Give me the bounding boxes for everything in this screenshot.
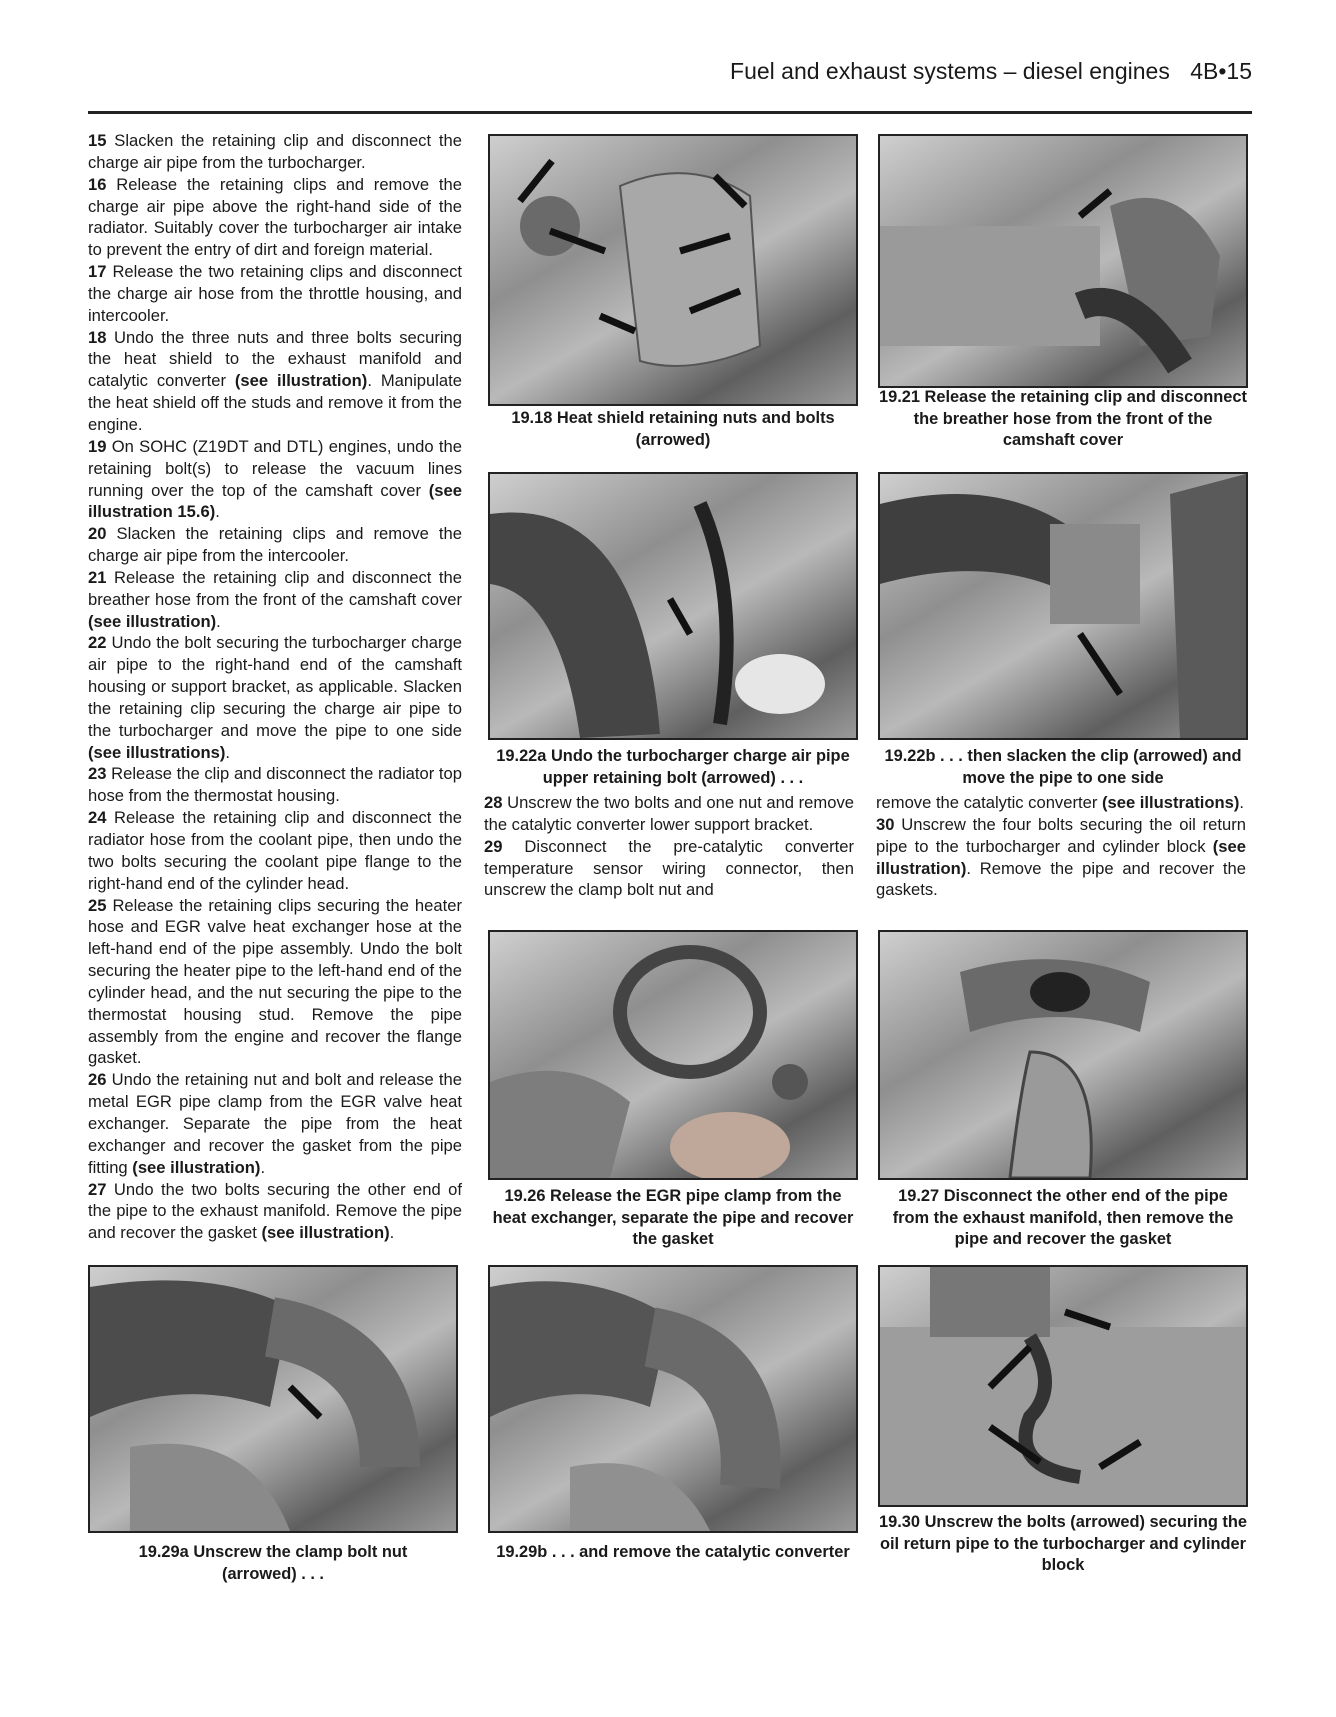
step-text: Slacken the retaining clips and remove the charge air pipe from the intercooler. — [88, 524, 462, 566]
photo-19-21 — [878, 134, 1248, 388]
step-number: 21 — [88, 567, 107, 587]
step-text-after: . Manipulate the heat shield off the studs and remove it from the engine. — [88, 371, 462, 434]
paragraph — [88, 261, 462, 327]
illustration-ref: (see illustration) — [88, 611, 217, 631]
step-number: 23 — [88, 764, 107, 784]
step-text-after: . — [215, 502, 220, 522]
paragraph — [88, 895, 462, 1070]
step-text: Release the two retaining clips and disconnect the charge air hose from the throttle housing, and intercooler. — [88, 262, 462, 325]
step-number: 28 — [484, 793, 503, 812]
paragraph — [484, 792, 854, 836]
step-text: On SOHC (Z19DT and DTL) engines, undo the retaining bolt(s) to release the vacuum lines running over the top of the camshaft cover — [88, 436, 462, 500]
photo-19-18-drawing — [490, 136, 856, 404]
caption-19-30: 19.30 Unscrew the bolts (arrowed) securing the oil return pipe to the turbocharger and cylinder block — [879, 1513, 1247, 1574]
illustration-ref: (see illustration) — [876, 836, 1246, 878]
illustration-ref: (see illustration) — [261, 1223, 390, 1243]
photo-19-27 — [878, 930, 1248, 1180]
step-text: remove the catalytic converter — [876, 793, 1098, 812]
paragraph — [88, 1179, 462, 1245]
paragraph — [876, 792, 1246, 814]
illustration-ref: (see illustration 15.6) — [88, 480, 462, 522]
photo-19-29b-drawing — [490, 1267, 856, 1531]
step-number: 29 — [484, 836, 503, 856]
step-number: 27 — [88, 1179, 107, 1199]
step-text: Undo the two bolts securing the other end of the pipe to the exhaust manifold. Remove the pipe and recover the gasket — [88, 1179, 462, 1243]
step-text: Disconnect the pre-catalytic converter temperature sensor wiring connector, then unscrew the clamp bolt nut and — [484, 836, 854, 900]
photo-19-29b — [488, 1265, 858, 1533]
photo-19-27-drawing — [880, 932, 1246, 1178]
step-number: 19 — [88, 436, 107, 456]
paragraph — [88, 632, 462, 763]
paragraph — [88, 436, 462, 523]
step-number: 20 — [88, 524, 107, 544]
step-number: 26 — [88, 1070, 107, 1090]
caption-19-29b: 19.29b . . . and remove the catalytic converter — [496, 1543, 850, 1561]
caption-19-22b: 19.22b . . . then slacken the clip (arrowed) and move the pipe to one side — [884, 747, 1242, 787]
photo-19-30-drawing — [880, 1267, 1246, 1505]
paragraph — [88, 174, 462, 261]
step-text: Slacken the retaining clip and disconnect the charge air pipe from the turbocharger. — [88, 131, 462, 172]
step-number: 17 — [88, 262, 107, 282]
photo-19-29a — [88, 1265, 458, 1533]
photo-19-18 — [488, 134, 858, 406]
step-text-after: . — [225, 742, 231, 762]
header-title: Fuel and exhaust systems – diesel engines — [730, 58, 1170, 84]
step-text: Release the retaining clips and remove the charge air pipe above the right-hand side of the radiator. Suitably cover the turbocharger air intake to prevent the entry of dirt and foreign material. — [88, 174, 462, 260]
step-number: 15 — [88, 131, 107, 150]
illustration-ref: (see illustrations) — [88, 742, 226, 762]
step-text: Release the clip and disconnect the radiator top hose from the thermostat housing. — [88, 764, 462, 806]
paragraph — [88, 763, 462, 807]
photo-19-22b — [878, 472, 1248, 740]
text-block-middle — [484, 792, 854, 901]
step-number: 25 — [88, 895, 107, 915]
photo-19-22b-drawing — [880, 474, 1246, 738]
text-column-left — [88, 130, 462, 1244]
photo-19-29a-drawing — [90, 1267, 456, 1531]
photo-19-26 — [488, 930, 858, 1180]
step-text: Unscrew the four bolts securing the oil return pipe to the turbocharger and cylinder block — [876, 814, 1246, 856]
paragraph — [876, 814, 1246, 901]
caption-19-29a: 19.29a Unscrew the clamp bolt nut (arrowed) . . . — [138, 1543, 408, 1583]
header-rule — [88, 111, 1252, 114]
paragraph — [88, 130, 462, 174]
caption-19-27: 19.27 Disconnect the other end of the pipe from the exhaust manifold, then remove the pipe and recover the gasket — [892, 1187, 1234, 1248]
step-text: Undo the bolt securing the turbocharger charge air pipe to the right-hand end of the camshaft housing or support bracket, as applicable. Slacken the retaining clip securing the charge air pipe to the turbocharger and move the pipe to one side — [88, 633, 462, 740]
step-text: Release the retaining clips securing the heater hose and EGR valve heat exchanger hose at the left-hand end of the pipe assembly. Undo the bolt securing the heater pipe to the left-hand end of the cylinder head, and the nut securing the pipe to the thermostat housing stud. Remove the pipe assembly from the engine and recover the flange gasket. — [88, 895, 462, 1068]
step-text: Undo the three nuts and three bolts securing the heat shield to the exhaust manifold and catalytic converter — [88, 327, 462, 391]
step-number: 30 — [876, 814, 895, 834]
step-text-after: . — [1239, 793, 1244, 812]
illustration-ref: (see illustrations) — [1101, 793, 1240, 812]
step-text-after: . Remove the pipe and recover the gaskets. — [876, 858, 1246, 900]
step-text: Release the retaining clip and disconnect the breather hose from the front of the camshaft cover — [88, 567, 462, 609]
caption-19-26: 19.26 Release the EGR pipe clamp from the heat exchanger, separate the pipe and recover the gasket — [492, 1187, 854, 1248]
photo-19-21-drawing — [880, 136, 1246, 386]
caption-19-21: 19.21 Release the retaining clip and disconnect the breather hose from the front of the camshaft cover — [878, 388, 1247, 449]
paragraph — [88, 567, 462, 633]
photo-19-22a — [488, 472, 858, 740]
illustration-ref: (see illustration) — [234, 371, 368, 391]
caption-19-18: 19.18 Heat shield retaining nuts and bolts (arrowed) — [511, 409, 835, 449]
step-text: Release the retaining clip and disconnect the radiator hose from the coolant pipe, then undo the two bolts securing the coolant pipe flange to the right-hand end of the cylinder head. — [88, 808, 462, 893]
step-number: 16 — [88, 174, 107, 194]
photo-19-26-drawing — [490, 932, 856, 1178]
caption-19-22a: 19.22a Undo the turbocharger charge air pipe upper retaining bolt (arrowed) . . . — [496, 747, 850, 787]
illustration-ref: (see illustration) — [132, 1157, 261, 1177]
paragraph — [484, 836, 854, 902]
paragraph — [88, 1069, 462, 1178]
paragraph — [88, 327, 462, 436]
photo-19-22a-drawing — [490, 474, 856, 738]
header-page-ref: 4B•15 — [1190, 58, 1252, 84]
step-text-after: . — [260, 1157, 266, 1177]
page-header — [88, 58, 1252, 98]
text-block-right — [876, 792, 1246, 901]
step-number: 24 — [88, 808, 107, 828]
step-text-after: . — [216, 611, 221, 631]
step-number: 22 — [88, 633, 107, 653]
step-text: Unscrew the two bolts and one nut and remove the catalytic converter lower support bracket. — [484, 793, 854, 834]
paragraph — [88, 523, 462, 567]
photo-19-30 — [878, 1265, 1248, 1507]
step-number: 18 — [88, 327, 107, 347]
step-text-after: . — [389, 1223, 395, 1243]
step-text: Undo the retaining nut and bolt and release the metal EGR pipe clamp from the EGR valve heat exchanger. Separate the pipe from the heat exchanger and recover the gasket from the pipe fitting — [88, 1070, 462, 1177]
paragraph — [88, 807, 462, 894]
